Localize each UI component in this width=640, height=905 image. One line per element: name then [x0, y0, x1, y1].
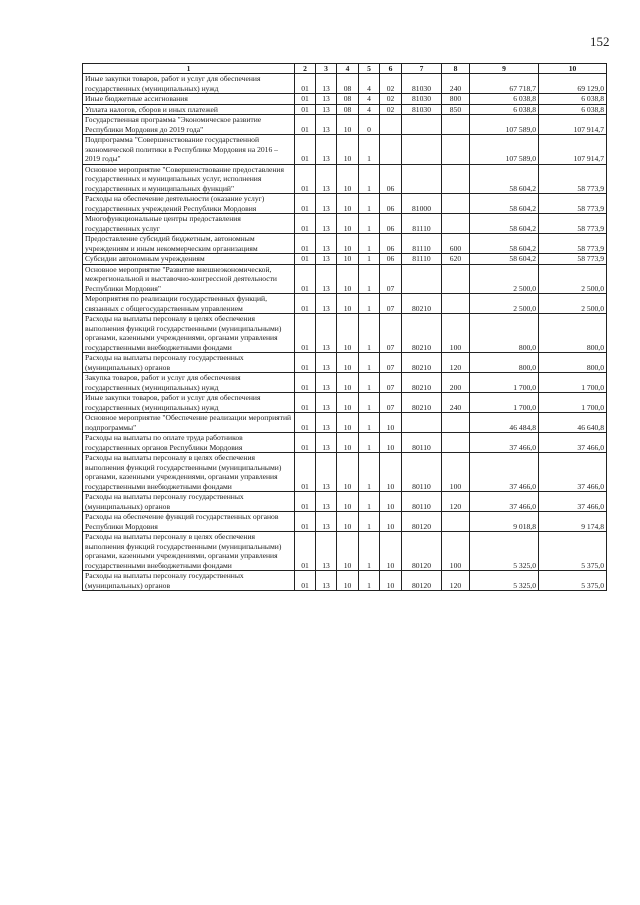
code-cell: 81000: [402, 194, 442, 214]
code-cell: 13: [316, 294, 337, 314]
column-header: 7: [402, 64, 442, 74]
table-row: [83, 214, 607, 234]
code-cell: 07: [380, 314, 402, 353]
item-name-cell: Расходы на выплаты персоналу государственных (муниципальных) органов: [83, 571, 295, 591]
item-name-cell: Расходы на обеспечение функций государственных органов Республики Мордовия: [83, 512, 295, 532]
code-cell: 07: [380, 393, 402, 413]
code-cell: 01: [295, 254, 316, 265]
item-name-cell: Основное мероприятие "Совершенствование предоставления государственных и муниципальных услуг, исполнения государственных и муниципальных функций": [83, 164, 295, 194]
code-cell: 13: [316, 492, 337, 512]
item-name-cell: Расходы на выплаты персоналу государственных (муниципальных) органов: [83, 353, 295, 373]
code-cell: 1: [359, 214, 380, 234]
amount-cell: 107 914,7: [539, 135, 607, 165]
table-row: [83, 373, 607, 393]
code-cell: [442, 115, 470, 135]
code-cell: 01: [295, 94, 316, 105]
code-cell: 800: [442, 94, 470, 105]
amount-cell: 6 038,8: [539, 104, 607, 115]
code-cell: 02: [380, 104, 402, 115]
code-cell: 1: [359, 433, 380, 453]
code-cell: 13: [316, 135, 337, 165]
code-cell: 13: [316, 413, 337, 433]
table-row: [83, 492, 607, 512]
amount-cell: 5 325,0: [470, 532, 539, 571]
code-cell: 01: [295, 115, 316, 135]
table-row: [83, 393, 607, 413]
code-cell: 08: [337, 104, 359, 115]
code-cell: 10: [337, 512, 359, 532]
column-header: 9: [470, 64, 539, 74]
code-cell: 13: [316, 94, 337, 105]
table-row: [83, 353, 607, 373]
code-cell: 81110: [402, 214, 442, 234]
code-cell: 120: [442, 492, 470, 512]
amount-cell: 58 604,2: [470, 214, 539, 234]
code-cell: 07: [380, 353, 402, 373]
page-number: 152: [590, 34, 610, 49]
item-name-cell: Иные бюджетные ассигнования: [83, 94, 295, 105]
code-cell: 240: [442, 393, 470, 413]
code-cell: 13: [316, 104, 337, 115]
amount-cell: 1 700,0: [539, 393, 607, 413]
code-cell: 10: [337, 294, 359, 314]
code-cell: 07: [380, 264, 402, 294]
code-cell: 10: [380, 453, 402, 492]
code-cell: 10: [337, 373, 359, 393]
table-row: [83, 433, 607, 453]
code-cell: 10: [337, 264, 359, 294]
table-row: [83, 104, 607, 115]
amount-cell: 5 375,0: [539, 571, 607, 591]
code-cell: 10: [337, 254, 359, 265]
code-cell: 10: [337, 393, 359, 413]
code-cell: 13: [316, 264, 337, 294]
code-cell: 13: [316, 115, 337, 135]
code-cell: 02: [380, 74, 402, 94]
code-cell: 10: [337, 234, 359, 254]
code-cell: 01: [295, 234, 316, 254]
code-cell: 06: [380, 234, 402, 254]
code-cell: 10: [337, 135, 359, 165]
amount-cell: 1 700,0: [470, 373, 539, 393]
amount-cell: 5 375,0: [539, 532, 607, 571]
table-row: [83, 135, 607, 165]
code-cell: 01: [295, 135, 316, 165]
table-row: [83, 115, 607, 135]
column-header: 1: [83, 64, 295, 74]
code-cell: 13: [316, 234, 337, 254]
amount-cell: 5 325,0: [470, 571, 539, 591]
code-cell: 10: [337, 453, 359, 492]
code-cell: 13: [316, 214, 337, 234]
code-cell: 1: [359, 264, 380, 294]
table-row: [83, 314, 607, 353]
code-cell: 01: [295, 413, 316, 433]
table-row: [83, 453, 607, 492]
code-cell: 01: [295, 214, 316, 234]
amount-cell: 2 500,0: [539, 294, 607, 314]
code-cell: 81030: [402, 104, 442, 115]
code-cell: 81030: [402, 94, 442, 105]
code-cell: 100: [442, 532, 470, 571]
code-cell: 80210: [402, 373, 442, 393]
amount-cell: 107 589,0: [470, 135, 539, 165]
code-cell: 10: [337, 413, 359, 433]
code-cell: 01: [295, 492, 316, 512]
amount-cell: 9 018,8: [470, 512, 539, 532]
item-name-cell: Расходы на выплаты по оплате труда работников государственных органов Республики Мордовия: [83, 433, 295, 453]
column-header: 3: [316, 64, 337, 74]
amount-cell: 107 914,7: [539, 115, 607, 135]
code-cell: 0: [359, 115, 380, 135]
code-cell: 1: [359, 294, 380, 314]
code-cell: 10: [380, 571, 402, 591]
item-name-cell: Иные закупки товаров, работ и услуг для обеспечения государственных (муниципальных) нужд: [83, 74, 295, 94]
table-row: [83, 164, 607, 194]
code-cell: [380, 115, 402, 135]
amount-cell: 69 129,0: [539, 74, 607, 94]
code-cell: 1: [359, 234, 380, 254]
code-cell: 80210: [402, 353, 442, 373]
code-cell: 1: [359, 373, 380, 393]
code-cell: 100: [442, 453, 470, 492]
code-cell: 13: [316, 74, 337, 94]
item-name-cell: Расходы на выплаты персоналу в целях обеспечения выполнения функций государственными (муниципальными) органами, казенными учреждениями, органами управления государственными внебюджетными фондами: [83, 453, 295, 492]
code-cell: 13: [316, 393, 337, 413]
code-cell: 80210: [402, 314, 442, 353]
amount-cell: 6 038,8: [539, 94, 607, 105]
code-cell: 13: [316, 453, 337, 492]
amount-cell: 58 604,2: [470, 164, 539, 194]
table-row: [83, 413, 607, 433]
amount-cell: 2 500,0: [539, 264, 607, 294]
amount-cell: 1 700,0: [539, 373, 607, 393]
code-cell: 07: [380, 294, 402, 314]
amount-cell: 58 773,9: [539, 214, 607, 234]
item-name-cell: Многофункциональные центры предоставления государственных услуг: [83, 214, 295, 234]
code-cell: 01: [295, 393, 316, 413]
code-cell: [442, 413, 470, 433]
code-cell: 13: [316, 254, 337, 265]
code-cell: 07: [380, 373, 402, 393]
code-cell: 01: [295, 294, 316, 314]
code-cell: 1: [359, 492, 380, 512]
code-cell: 4: [359, 94, 380, 105]
code-cell: 10: [337, 115, 359, 135]
amount-cell: 37 466,0: [470, 453, 539, 492]
code-cell: 10: [337, 433, 359, 453]
amount-cell: 58 773,9: [539, 234, 607, 254]
code-cell: 10: [380, 433, 402, 453]
item-name-cell: Предоставление субсидий бюджетным, автономным учреждениям и иным некоммерческим организациям: [83, 234, 295, 254]
code-cell: 01: [295, 571, 316, 591]
code-cell: 06: [380, 214, 402, 234]
code-cell: 01: [295, 453, 316, 492]
amount-cell: 800,0: [470, 314, 539, 353]
code-cell: 13: [316, 512, 337, 532]
code-cell: 81110: [402, 234, 442, 254]
code-cell: 01: [295, 353, 316, 373]
code-cell: 13: [316, 314, 337, 353]
amount-cell: 58 773,9: [539, 164, 607, 194]
item-name-cell: Основное мероприятие "Обеспечение реализации мероприятий подпрограммы": [83, 413, 295, 433]
code-cell: 13: [316, 373, 337, 393]
code-cell: 10: [337, 314, 359, 353]
code-cell: 06: [380, 254, 402, 265]
item-name-cell: Расходы на выплаты персоналу в целях обеспечения выполнения функций государственными (муниципальными) органами, казенными учреждениями, органами управления государственными внебюджетными фондами: [83, 532, 295, 571]
code-cell: 620: [442, 254, 470, 265]
code-cell: 1: [359, 512, 380, 532]
code-cell: 10: [380, 532, 402, 571]
amount-cell: 37 466,0: [539, 453, 607, 492]
code-cell: 01: [295, 104, 316, 115]
code-cell: 1: [359, 135, 380, 165]
code-cell: 240: [442, 74, 470, 94]
code-cell: [380, 135, 402, 165]
amount-cell: 800,0: [470, 353, 539, 373]
code-cell: 80120: [402, 512, 442, 532]
code-cell: 10: [337, 353, 359, 373]
code-cell: [442, 214, 470, 234]
amount-cell: 107 589,0: [470, 115, 539, 135]
code-cell: 02: [380, 94, 402, 105]
code-cell: 13: [316, 571, 337, 591]
code-cell: 1: [359, 254, 380, 265]
code-cell: 01: [295, 433, 316, 453]
amount-cell: 46 484,8: [470, 413, 539, 433]
code-cell: [442, 294, 470, 314]
code-cell: [402, 264, 442, 294]
code-cell: 01: [295, 512, 316, 532]
code-cell: 120: [442, 571, 470, 591]
amount-cell: 58 773,9: [539, 254, 607, 265]
code-cell: [402, 413, 442, 433]
amount-cell: 800,0: [539, 353, 607, 373]
item-name-cell: Расходы на выплаты персоналу государственных (муниципальных) органов: [83, 492, 295, 512]
code-cell: 01: [295, 194, 316, 214]
code-cell: 13: [316, 194, 337, 214]
amount-cell: 58 604,2: [470, 234, 539, 254]
code-cell: 1: [359, 314, 380, 353]
code-cell: 06: [380, 194, 402, 214]
column-header: 4: [337, 64, 359, 74]
item-name-cell: Основное мероприятие "Развитие внешнеэкономической, межрегиональной и выставочно-конгрессной деятельности Республики Мордовия": [83, 264, 295, 294]
item-name-cell: Уплата налогов, сборов и иных платежей: [83, 104, 295, 115]
code-cell: 600: [442, 234, 470, 254]
code-cell: 10: [337, 164, 359, 194]
item-name-cell: Государственная программа "Экономическое развитие Республики Мордовия до 2019 года": [83, 115, 295, 135]
code-cell: 01: [295, 264, 316, 294]
table-row: [83, 74, 607, 94]
amount-cell: 58 773,9: [539, 194, 607, 214]
column-header: 2: [295, 64, 316, 74]
table-row: [83, 532, 607, 571]
code-cell: [442, 135, 470, 165]
code-cell: 08: [337, 94, 359, 105]
code-cell: 1: [359, 571, 380, 591]
code-cell: 120: [442, 353, 470, 373]
table-row: [83, 571, 607, 591]
code-cell: [442, 433, 470, 453]
amount-cell: 37 466,0: [470, 433, 539, 453]
code-cell: 850: [442, 104, 470, 115]
amount-cell: 6 038,8: [470, 104, 539, 115]
code-cell: 10: [337, 492, 359, 512]
item-name-cell: Иные закупки товаров, работ и услуг для обеспечения государственных (муниципальных) нужд: [83, 393, 295, 413]
code-cell: 200: [442, 373, 470, 393]
code-cell: 80110: [402, 492, 442, 512]
column-header: 10: [539, 64, 607, 74]
code-cell: 08: [337, 74, 359, 94]
column-header: 8: [442, 64, 470, 74]
code-cell: 80110: [402, 453, 442, 492]
code-cell: 13: [316, 532, 337, 571]
amount-cell: 37 466,0: [539, 492, 607, 512]
table-row: [83, 264, 607, 294]
amount-cell: 9 174,8: [539, 512, 607, 532]
code-cell: 10: [337, 194, 359, 214]
item-name-cell: Расходы на выплаты персоналу в целях обеспечения выполнения функций государственными (муниципальными) органами, казенными учреждениями, органами управления государственными внебюджетными фондами: [83, 314, 295, 353]
item-name-cell: Расходы на обеспечение деятельности (оказание услуг) государственных учреждений Республики Мордовия: [83, 194, 295, 214]
code-cell: 80120: [402, 532, 442, 571]
code-cell: 01: [295, 314, 316, 353]
code-cell: 13: [316, 433, 337, 453]
code-cell: [442, 194, 470, 214]
code-cell: 01: [295, 164, 316, 194]
code-cell: 80210: [402, 294, 442, 314]
amount-cell: 800,0: [539, 314, 607, 353]
code-cell: 10: [380, 512, 402, 532]
code-cell: 1: [359, 194, 380, 214]
code-cell: 80110: [402, 433, 442, 453]
amount-cell: 37 466,0: [470, 492, 539, 512]
item-name-cell: Подпрограмма "Совершенствование государственной экономической политики в Республике Мордовия на 2016 – 2019 годы": [83, 135, 295, 165]
code-cell: 01: [295, 74, 316, 94]
code-cell: 81110: [402, 254, 442, 265]
amount-cell: 67 718,7: [470, 74, 539, 94]
code-cell: 1: [359, 164, 380, 194]
code-cell: [402, 115, 442, 135]
code-cell: 01: [295, 373, 316, 393]
code-cell: 80120: [402, 571, 442, 591]
table-row: [83, 94, 607, 105]
code-cell: [442, 164, 470, 194]
code-cell: 1: [359, 353, 380, 373]
code-cell: [402, 135, 442, 165]
table-body: [83, 74, 607, 591]
code-cell: 06: [380, 164, 402, 194]
code-cell: 80210: [402, 393, 442, 413]
table-row: [83, 194, 607, 214]
code-cell: 10: [337, 214, 359, 234]
amount-cell: 6 038,8: [470, 94, 539, 105]
budget-table: [82, 63, 607, 591]
code-cell: 1: [359, 393, 380, 413]
code-cell: [442, 512, 470, 532]
code-cell: 13: [316, 164, 337, 194]
item-name-cell: Субсидии автономным учреждениям: [83, 254, 295, 265]
column-header: 5: [359, 64, 380, 74]
amount-cell: 37 466,0: [539, 433, 607, 453]
code-cell: 10: [337, 571, 359, 591]
code-cell: 100: [442, 314, 470, 353]
code-cell: 1: [359, 413, 380, 433]
amount-cell: 2 500,0: [470, 294, 539, 314]
code-cell: 10: [380, 492, 402, 512]
code-cell: 01: [295, 532, 316, 571]
code-cell: 10: [337, 532, 359, 571]
table-row: [83, 294, 607, 314]
item-name-cell: Закупка товаров, работ и услуг для обеспечения государственных (муниципальных) нужд: [83, 373, 295, 393]
amount-cell: 1 700,0: [470, 393, 539, 413]
table-row: [83, 254, 607, 265]
code-cell: [442, 264, 470, 294]
item-name-cell: Мероприятия по реализации государственных функций, связанных с общегосударственным управлением: [83, 294, 295, 314]
code-cell: [402, 164, 442, 194]
column-header: 6: [380, 64, 402, 74]
code-cell: 13: [316, 353, 337, 373]
amount-cell: 58 604,2: [470, 254, 539, 265]
amount-cell: 58 604,2: [470, 194, 539, 214]
code-cell: 1: [359, 532, 380, 571]
header-row: [83, 64, 607, 74]
amount-cell: 46 640,8: [539, 413, 607, 433]
code-cell: 81030: [402, 74, 442, 94]
table-row: [83, 234, 607, 254]
table-row: [83, 512, 607, 532]
code-cell: 4: [359, 74, 380, 94]
code-cell: 1: [359, 453, 380, 492]
amount-cell: 2 500,0: [470, 264, 539, 294]
code-cell: 10: [380, 413, 402, 433]
code-cell: 4: [359, 104, 380, 115]
